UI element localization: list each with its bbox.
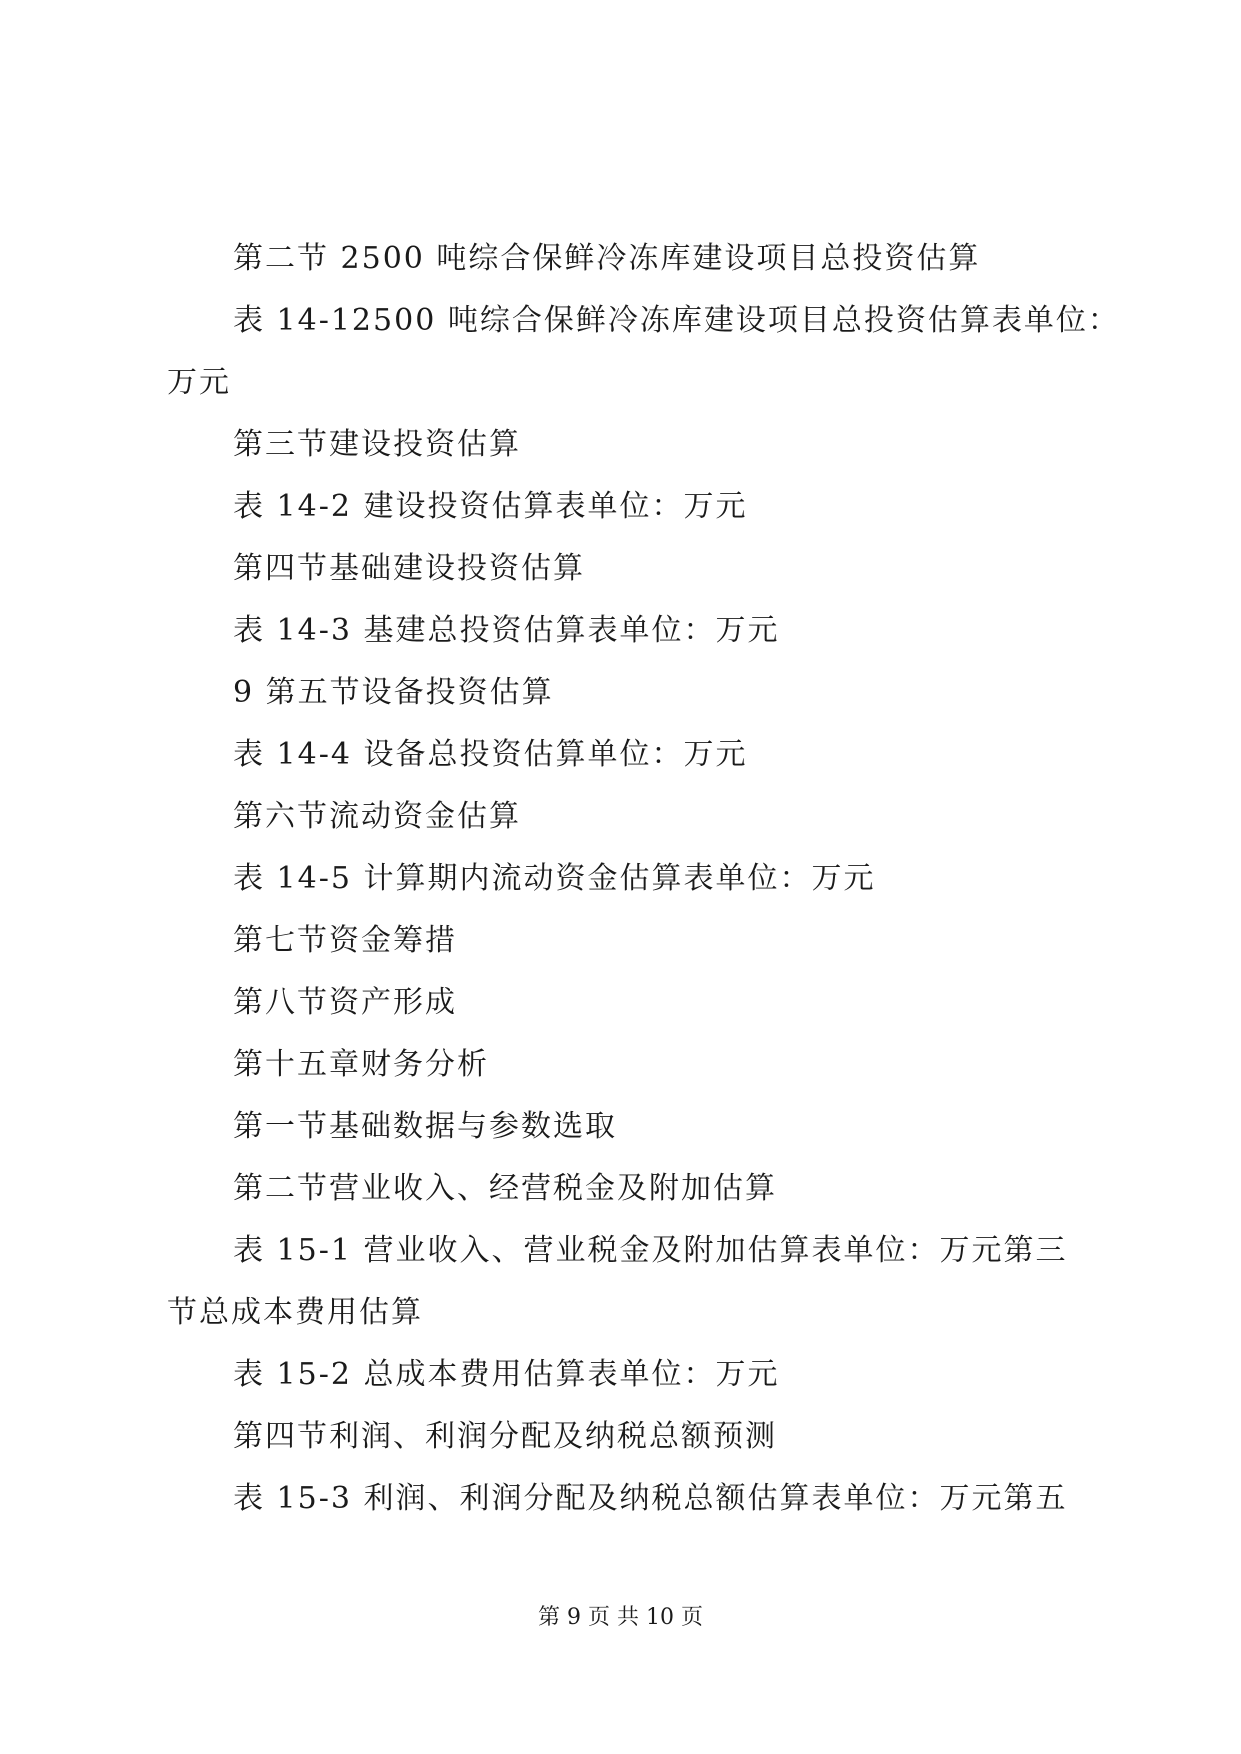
text-line: 第一节基础数据与参数选取 <box>233 1109 617 1144</box>
text-line: 第二节 2500 吨综合保鲜冷冻库建设项目总投资估算 <box>233 241 981 276</box>
text-line: 表 15-1 营业收入、营业税金及附加估算表单位：万元第三 <box>233 1233 1068 1268</box>
text-line: 表 14-2 建设投资估算表单位：万元 <box>233 489 748 524</box>
text-line: 表 15-2 总成本费用估算表单位：万元 <box>233 1357 780 1392</box>
document-body <box>167 228 1120 1530</box>
text-line: 表 14-12500 吨综合保鲜冷冻库建设项目总投资估算表单位： <box>233 303 1120 338</box>
page-footer: 第 9 页 共 10 页 <box>538 1605 703 1630</box>
text-line: 第七节资金筹措 <box>233 923 457 958</box>
text-line: 第八节资产形成 <box>233 985 457 1020</box>
text-line: 节总成本费用估算 <box>167 1295 423 1330</box>
text-line: 第三节建设投资估算 <box>233 427 521 462</box>
text-line: 第六节流动资金估算 <box>233 799 521 834</box>
text-line: 表 14-5 计算期内流动资金估算表单位：万元 <box>233 861 876 896</box>
text-line: 表 15-3 利润、利润分配及纳税总额估算表单位：万元第五 <box>233 1481 1068 1516</box>
text-line: 第二节营业收入、经营税金及附加估算 <box>233 1171 777 1206</box>
text-line: 第四节利润、利润分配及纳税总额预测 <box>233 1419 777 1454</box>
text-line: 第十五章财务分析 <box>233 1047 489 1082</box>
text-line: 表 14-3 基建总投资估算表单位：万元 <box>233 613 780 648</box>
text-line: 表 14-4 设备总投资估算单位：万元 <box>233 737 748 772</box>
text-line: 9 第五节设备投资估算 <box>233 675 554 710</box>
text-line: 第四节基础建设投资估算 <box>233 551 585 586</box>
text-line: 万元 <box>167 365 231 400</box>
